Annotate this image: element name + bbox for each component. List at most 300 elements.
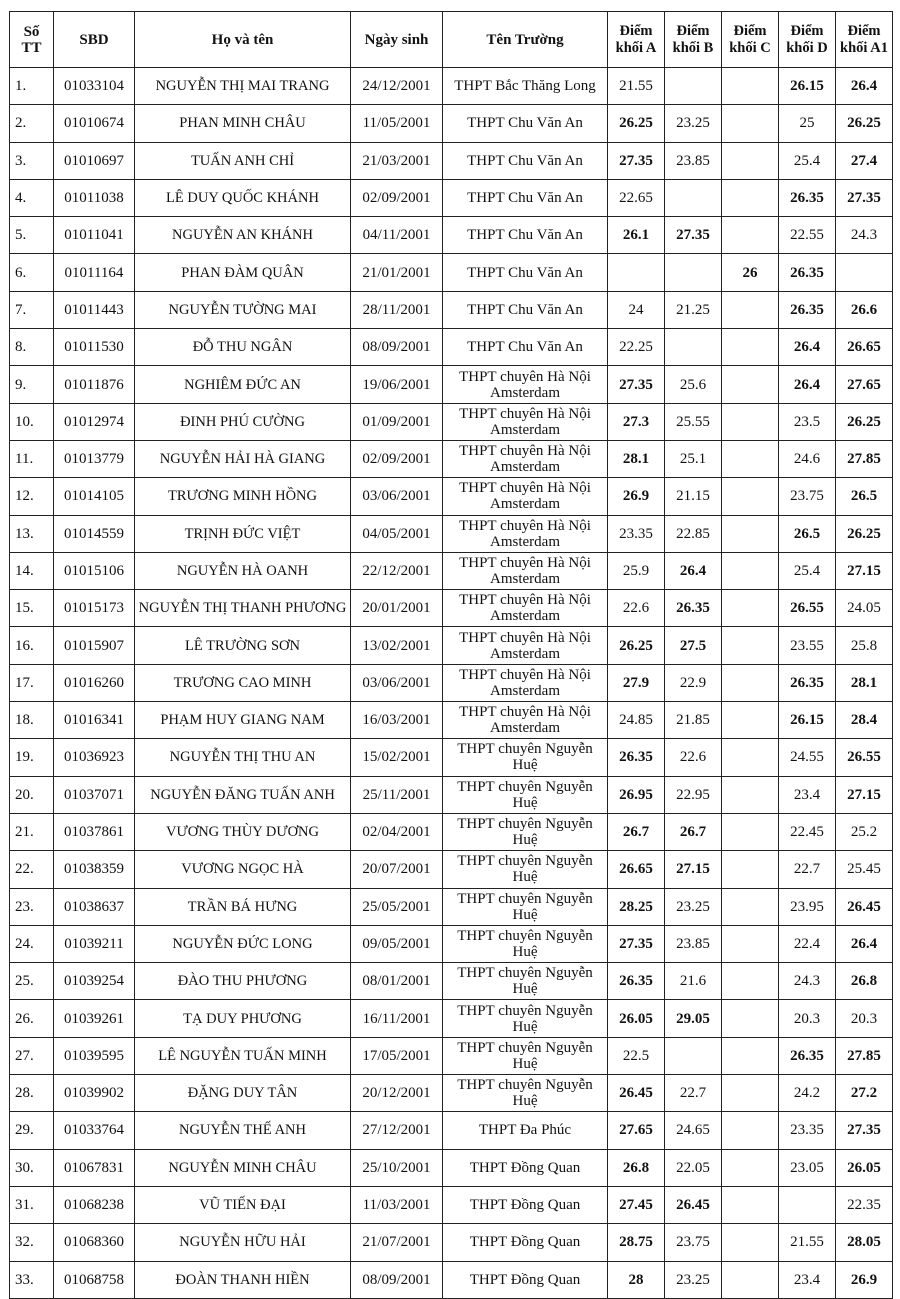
- cell-score-b: [665, 254, 722, 291]
- cell-name: LÊ NGUYỄN TUẤN MINH: [135, 1037, 351, 1074]
- cell-score-a: 24: [608, 291, 665, 328]
- cell-name: TRỊNH ĐỨC VIỆT: [135, 515, 351, 552]
- cell-name: NGHIÊM ĐỨC AN: [135, 366, 351, 403]
- table-row: [10, 329, 893, 366]
- cell-name: NGUYỄN AN KHÁNH: [135, 217, 351, 254]
- cell-stt: 8.: [10, 329, 54, 366]
- cell-score-a: [608, 254, 665, 291]
- cell-score-d: [779, 1186, 836, 1223]
- cell-name: NGUYỄN THỊ THANH PHƯƠNG: [135, 590, 351, 627]
- table-row: [10, 1075, 893, 1112]
- cell-sbd: 01010674: [54, 105, 135, 142]
- cell-stt: 6.: [10, 254, 54, 291]
- table-row: [10, 627, 893, 664]
- cell-score-a1: 25.45: [836, 851, 893, 888]
- cell-sbd: 01011041: [54, 217, 135, 254]
- cell-score-a1: 26.25: [836, 403, 893, 440]
- cell-dob: 09/05/2001: [351, 925, 443, 962]
- cell-score-a: 27.3: [608, 403, 665, 440]
- cell-score-a1: 26.4: [836, 925, 893, 962]
- cell-school: THPT chuyên Nguyễn Huệ: [443, 813, 608, 850]
- cell-score-a1: 27.4: [836, 142, 893, 179]
- cell-name: TRƯƠNG MINH HỒNG: [135, 478, 351, 515]
- cell-score-a: 26.9: [608, 478, 665, 515]
- cell-sbd: 01011038: [54, 179, 135, 216]
- cell-sbd: 01010697: [54, 142, 135, 179]
- cell-stt: 28.: [10, 1075, 54, 1112]
- cell-score-b: 24.65: [665, 1112, 722, 1149]
- cell-sbd: 01067831: [54, 1149, 135, 1186]
- cell-school: THPT chuyên Nguyễn Huệ: [443, 963, 608, 1000]
- cell-score-d: 25.4: [779, 552, 836, 589]
- cell-school: THPT chuyên Hà Nội Amsterdam: [443, 702, 608, 739]
- cell-sbd: 01015907: [54, 627, 135, 664]
- cell-dob: 25/05/2001: [351, 888, 443, 925]
- cell-dob: 02/04/2001: [351, 813, 443, 850]
- cell-score-d: 22.45: [779, 813, 836, 850]
- cell-score-b: 23.25: [665, 1261, 722, 1298]
- cell-score-c: [722, 1224, 779, 1261]
- cell-score-c: [722, 478, 779, 515]
- header-dob: Ngày sinh: [351, 12, 443, 68]
- cell-score-d: 22.7: [779, 851, 836, 888]
- cell-score-a: 26.95: [608, 776, 665, 813]
- cell-score-b: 27.15: [665, 851, 722, 888]
- table-row: [10, 739, 893, 776]
- cell-name: NGUYỄN TƯỜNG MAI: [135, 291, 351, 328]
- cell-sbd: 01033764: [54, 1112, 135, 1149]
- cell-score-b: [665, 1037, 722, 1074]
- cell-score-a: 22.5: [608, 1037, 665, 1074]
- cell-score-c: [722, 1261, 779, 1298]
- cell-score-b: 21.25: [665, 291, 722, 328]
- table-row: [10, 1186, 893, 1223]
- cell-score-b: [665, 329, 722, 366]
- cell-score-a1: 26.25: [836, 515, 893, 552]
- cell-score-a1: 24.05: [836, 590, 893, 627]
- cell-school: THPT Đồng Quan: [443, 1261, 608, 1298]
- cell-score-b: 22.85: [665, 515, 722, 552]
- cell-name: ĐẶNG DUY TÂN: [135, 1075, 351, 1112]
- cell-score-a: 21.55: [608, 68, 665, 105]
- cell-dob: 02/09/2001: [351, 440, 443, 477]
- cell-score-a1: 26.65: [836, 329, 893, 366]
- cell-score-a: 26.7: [608, 813, 665, 850]
- cell-score-a: 28: [608, 1261, 665, 1298]
- cell-dob: 20/07/2001: [351, 851, 443, 888]
- cell-name: NGUYỄN THẾ ANH: [135, 1112, 351, 1149]
- cell-score-d: 20.3: [779, 1000, 836, 1037]
- cell-school: THPT Đồng Quan: [443, 1186, 608, 1223]
- cell-sbd: 01039261: [54, 1000, 135, 1037]
- cell-school: THPT chuyên Hà Nội Amsterdam: [443, 440, 608, 477]
- cell-name: NGUYỄN ĐĂNG TUẤN ANH: [135, 776, 351, 813]
- cell-name: LÊ TRƯỜNG SƠN: [135, 627, 351, 664]
- cell-dob: 17/05/2001: [351, 1037, 443, 1074]
- cell-score-c: [722, 739, 779, 776]
- cell-school: THPT chuyên Hà Nội Amsterdam: [443, 552, 608, 589]
- cell-sbd: 01036923: [54, 739, 135, 776]
- cell-score-a1: 26.9: [836, 1261, 893, 1298]
- cell-score-b: 29.05: [665, 1000, 722, 1037]
- cell-stt: 12.: [10, 478, 54, 515]
- table-row: [10, 664, 893, 701]
- cell-score-b: 23.25: [665, 888, 722, 925]
- cell-stt: 22.: [10, 851, 54, 888]
- cell-score-a1: 27.2: [836, 1075, 893, 1112]
- cell-score-a1: 24.3: [836, 217, 893, 254]
- cell-school: THPT chuyên Hà Nội Amsterdam: [443, 515, 608, 552]
- cell-score-d: 24.3: [779, 963, 836, 1000]
- cell-score-a1: 28.05: [836, 1224, 893, 1261]
- cell-score-d: 24.6: [779, 440, 836, 477]
- cell-dob: 03/06/2001: [351, 664, 443, 701]
- table-row: [10, 702, 893, 739]
- cell-score-d: 23.95: [779, 888, 836, 925]
- cell-name: VƯƠNG NGỌC HÀ: [135, 851, 351, 888]
- cell-score-a: 26.25: [608, 627, 665, 664]
- cell-dob: 08/09/2001: [351, 1261, 443, 1298]
- cell-stt: 9.: [10, 366, 54, 403]
- cell-school: THPT chuyên Hà Nội Amsterdam: [443, 366, 608, 403]
- cell-score-c: [722, 925, 779, 962]
- cell-name: NGUYỄN HÀ OANH: [135, 552, 351, 589]
- cell-stt: 26.: [10, 1000, 54, 1037]
- cell-score-b: 23.85: [665, 142, 722, 179]
- cell-score-a: 24.85: [608, 702, 665, 739]
- table-row: [10, 440, 893, 477]
- cell-score-d: 23.05: [779, 1149, 836, 1186]
- cell-stt: 31.: [10, 1186, 54, 1223]
- table-row: [10, 254, 893, 291]
- header-name: Họ và tên: [135, 12, 351, 68]
- cell-score-b: 25.1: [665, 440, 722, 477]
- cell-dob: 21/01/2001: [351, 254, 443, 291]
- cell-stt: 16.: [10, 627, 54, 664]
- cell-sbd: 01015106: [54, 552, 135, 589]
- cell-stt: 25.: [10, 963, 54, 1000]
- cell-sbd: 01038637: [54, 888, 135, 925]
- cell-dob: 27/12/2001: [351, 1112, 443, 1149]
- table-row: [10, 925, 893, 962]
- cell-score-d: 23.35: [779, 1112, 836, 1149]
- cell-score-a: 27.9: [608, 664, 665, 701]
- cell-name: VƯƠNG THÙY DƯƠNG: [135, 813, 351, 850]
- cell-school: THPT Đa Phúc: [443, 1112, 608, 1149]
- cell-score-b: 26.45: [665, 1186, 722, 1223]
- cell-score-b: 26.4: [665, 552, 722, 589]
- cell-stt: 1.: [10, 68, 54, 105]
- cell-score-d: 22.55: [779, 217, 836, 254]
- cell-sbd: 01037071: [54, 776, 135, 813]
- cell-name: LÊ DUY QUỐC KHÁNH: [135, 179, 351, 216]
- cell-score-a1: 26.55: [836, 739, 893, 776]
- cell-school: THPT Chu Văn An: [443, 254, 608, 291]
- cell-name: VŨ TIẾN ĐẠI: [135, 1186, 351, 1223]
- cell-score-c: [722, 1149, 779, 1186]
- cell-name: NGUYỄN HỮU HẢI: [135, 1224, 351, 1261]
- cell-score-d: 23.55: [779, 627, 836, 664]
- cell-dob: 01/09/2001: [351, 403, 443, 440]
- cell-name: PHẠM HUY GIANG NAM: [135, 702, 351, 739]
- cell-dob: 25/11/2001: [351, 776, 443, 813]
- cell-score-d: 22.4: [779, 925, 836, 962]
- cell-score-a: 22.25: [608, 329, 665, 366]
- cell-dob: 16/03/2001: [351, 702, 443, 739]
- cell-name: ĐINH PHÚ CƯỜNG: [135, 403, 351, 440]
- cell-dob: 08/09/2001: [351, 329, 443, 366]
- cell-sbd: 01038359: [54, 851, 135, 888]
- cell-school: THPT Chu Văn An: [443, 217, 608, 254]
- cell-score-b: 23.25: [665, 105, 722, 142]
- cell-score-c: [722, 1112, 779, 1149]
- cell-dob: 15/02/2001: [351, 739, 443, 776]
- cell-score-a1: 26.25: [836, 105, 893, 142]
- cell-score-a: 27.35: [608, 366, 665, 403]
- cell-sbd: 01039211: [54, 925, 135, 962]
- cell-score-a1: 26.45: [836, 888, 893, 925]
- cell-score-c: [722, 590, 779, 627]
- cell-score-d: 23.5: [779, 403, 836, 440]
- cell-score-d: 25.4: [779, 142, 836, 179]
- cell-sbd: 01068758: [54, 1261, 135, 1298]
- cell-score-d: 24.55: [779, 739, 836, 776]
- cell-sbd: 01014559: [54, 515, 135, 552]
- cell-score-a: 26.8: [608, 1149, 665, 1186]
- cell-score-a1: 27.15: [836, 552, 893, 589]
- cell-score-a1: 25.8: [836, 627, 893, 664]
- cell-sbd: 01015173: [54, 590, 135, 627]
- table-row: [10, 142, 893, 179]
- cell-school: THPT Chu Văn An: [443, 105, 608, 142]
- cell-score-b: 26.7: [665, 813, 722, 850]
- cell-stt: 19.: [10, 739, 54, 776]
- cell-score-d: 26.35: [779, 179, 836, 216]
- cell-score-c: [722, 403, 779, 440]
- cell-score-c: 26: [722, 254, 779, 291]
- cell-score-a: 27.45: [608, 1186, 665, 1223]
- cell-stt: 11.: [10, 440, 54, 477]
- cell-dob: 13/02/2001: [351, 627, 443, 664]
- table-row: [10, 68, 893, 105]
- cell-sbd: 01068360: [54, 1224, 135, 1261]
- cell-dob: 02/09/2001: [351, 179, 443, 216]
- cell-score-c: [722, 1186, 779, 1223]
- cell-name: NGUYỄN THỊ MAI TRANG: [135, 68, 351, 105]
- cell-name: NGUYỄN ĐỨC LONG: [135, 925, 351, 962]
- cell-stt: 32.: [10, 1224, 54, 1261]
- cell-score-a: 26.65: [608, 851, 665, 888]
- cell-sbd: 01012974: [54, 403, 135, 440]
- cell-score-c: [722, 552, 779, 589]
- cell-score-d: 23.4: [779, 1261, 836, 1298]
- cell-sbd: 01039902: [54, 1075, 135, 1112]
- cell-name: NGUYỄN THỊ THU AN: [135, 739, 351, 776]
- cell-score-c: [722, 1037, 779, 1074]
- cell-score-d: 26.35: [779, 664, 836, 701]
- cell-stt: 23.: [10, 888, 54, 925]
- table-row: [10, 179, 893, 216]
- cell-name: NGUYỄN HẢI HÀ GIANG: [135, 440, 351, 477]
- cell-sbd: 01011164: [54, 254, 135, 291]
- cell-dob: 20/12/2001: [351, 1075, 443, 1112]
- cell-score-c: [722, 776, 779, 813]
- table-row: [10, 776, 893, 813]
- cell-score-d: 26.35: [779, 291, 836, 328]
- cell-score-a: 25.9: [608, 552, 665, 589]
- cell-score-a1: 20.3: [836, 1000, 893, 1037]
- table-row: [10, 403, 893, 440]
- cell-score-c: [722, 291, 779, 328]
- score-table: [9, 11, 893, 1299]
- cell-sbd: 01014105: [54, 478, 135, 515]
- cell-stt: 4.: [10, 179, 54, 216]
- cell-stt: 29.: [10, 1112, 54, 1149]
- table-row: [10, 105, 893, 142]
- cell-score-d: 26.35: [779, 1037, 836, 1074]
- cell-score-b: 22.7: [665, 1075, 722, 1112]
- cell-score-c: [722, 1075, 779, 1112]
- cell-school: THPT Chu Văn An: [443, 291, 608, 328]
- cell-score-c: [722, 142, 779, 179]
- cell-score-a: 28.1: [608, 440, 665, 477]
- cell-dob: 20/01/2001: [351, 590, 443, 627]
- cell-score-a1: 27.15: [836, 776, 893, 813]
- cell-score-c: [722, 329, 779, 366]
- cell-stt: 17.: [10, 664, 54, 701]
- cell-name: ĐÀO THU PHƯƠNG: [135, 963, 351, 1000]
- cell-dob: 04/05/2001: [351, 515, 443, 552]
- cell-score-b: 27.35: [665, 217, 722, 254]
- cell-score-b: 22.6: [665, 739, 722, 776]
- table-row: [10, 1000, 893, 1037]
- cell-score-a: 22.6: [608, 590, 665, 627]
- cell-stt: 10.: [10, 403, 54, 440]
- cell-score-a1: 27.85: [836, 440, 893, 477]
- cell-school: THPT chuyên Hà Nội Amsterdam: [443, 664, 608, 701]
- table-row: [10, 1112, 893, 1149]
- cell-score-c: [722, 217, 779, 254]
- table-row: [10, 1224, 893, 1261]
- cell-score-d: 21.55: [779, 1224, 836, 1261]
- cell-school: THPT chuyên Nguyễn Huệ: [443, 776, 608, 813]
- cell-score-c: [722, 627, 779, 664]
- cell-sbd: 01037861: [54, 813, 135, 850]
- cell-score-b: 23.75: [665, 1224, 722, 1261]
- cell-school: THPT Chu Văn An: [443, 329, 608, 366]
- cell-score-b: [665, 68, 722, 105]
- cell-school: THPT Chu Văn An: [443, 142, 608, 179]
- cell-school: THPT chuyên Nguyễn Huệ: [443, 1037, 608, 1074]
- header-score-c: Điểm khối C: [722, 12, 779, 68]
- cell-stt: 21.: [10, 813, 54, 850]
- cell-dob: 24/12/2001: [351, 68, 443, 105]
- header-score-b: Điểm khối B: [665, 12, 722, 68]
- table-row: [10, 851, 893, 888]
- cell-score-b: [665, 179, 722, 216]
- cell-score-b: 23.85: [665, 925, 722, 962]
- cell-score-c: [722, 963, 779, 1000]
- table-header-row: [10, 12, 893, 68]
- cell-score-a: 26.35: [608, 963, 665, 1000]
- cell-score-c: [722, 1000, 779, 1037]
- cell-score-a1: 26.4: [836, 68, 893, 105]
- cell-score-a: 27.35: [608, 925, 665, 962]
- cell-sbd: 01033104: [54, 68, 135, 105]
- cell-score-a1: 26.6: [836, 291, 893, 328]
- cell-score-a: 26.05: [608, 1000, 665, 1037]
- cell-score-a: 27.35: [608, 142, 665, 179]
- cell-sbd: 01011530: [54, 329, 135, 366]
- cell-score-d: 26.35: [779, 254, 836, 291]
- cell-school: THPT Chu Văn An: [443, 179, 608, 216]
- cell-score-a1: 27.35: [836, 179, 893, 216]
- cell-school: THPT chuyên Nguyễn Huệ: [443, 739, 608, 776]
- cell-score-b: 26.35: [665, 590, 722, 627]
- cell-score-d: 26.15: [779, 68, 836, 105]
- cell-score-d: 25: [779, 105, 836, 142]
- cell-dob: 04/11/2001: [351, 217, 443, 254]
- cell-school: THPT chuyên Nguyễn Huệ: [443, 1000, 608, 1037]
- cell-sbd: 01011443: [54, 291, 135, 328]
- cell-dob: 11/05/2001: [351, 105, 443, 142]
- cell-sbd: 01011876: [54, 366, 135, 403]
- table-row: [10, 590, 893, 627]
- cell-name: PHAN MINH CHÂU: [135, 105, 351, 142]
- table-row: [10, 478, 893, 515]
- cell-stt: 5.: [10, 217, 54, 254]
- table-row: [10, 291, 893, 328]
- cell-dob: 03/06/2001: [351, 478, 443, 515]
- cell-dob: 25/10/2001: [351, 1149, 443, 1186]
- cell-name: TUẤN ANH CHỈ: [135, 142, 351, 179]
- header-stt: Số TT: [10, 12, 54, 68]
- cell-score-c: [722, 440, 779, 477]
- cell-score-b: 25.6: [665, 366, 722, 403]
- table-row: [10, 1261, 893, 1298]
- cell-dob: 19/06/2001: [351, 366, 443, 403]
- table-row: [10, 552, 893, 589]
- cell-name: NGUYỄN MINH CHÂU: [135, 1149, 351, 1186]
- cell-score-a1: 26.5: [836, 478, 893, 515]
- cell-dob: 21/07/2001: [351, 1224, 443, 1261]
- cell-stt: 24.: [10, 925, 54, 962]
- cell-dob: 08/01/2001: [351, 963, 443, 1000]
- table-row: [10, 1149, 893, 1186]
- cell-name: TRƯƠNG CAO MINH: [135, 664, 351, 701]
- cell-score-d: 26.5: [779, 515, 836, 552]
- cell-score-b: 21.6: [665, 963, 722, 1000]
- cell-stt: 13.: [10, 515, 54, 552]
- cell-school: THPT Đồng Quan: [443, 1149, 608, 1186]
- cell-score-c: [722, 366, 779, 403]
- cell-stt: 30.: [10, 1149, 54, 1186]
- cell-score-a1: 27.35: [836, 1112, 893, 1149]
- cell-school: THPT chuyên Hà Nội Amsterdam: [443, 627, 608, 664]
- cell-sbd: 01039254: [54, 963, 135, 1000]
- table-row: [10, 1037, 893, 1074]
- header-score-a: Điểm khối A: [608, 12, 665, 68]
- cell-score-a1: 26.05: [836, 1149, 893, 1186]
- cell-score-d: 26.55: [779, 590, 836, 627]
- cell-stt: 20.: [10, 776, 54, 813]
- cell-score-d: 24.2: [779, 1075, 836, 1112]
- cell-score-b: 21.15: [665, 478, 722, 515]
- cell-score-a: 22.65: [608, 179, 665, 216]
- cell-score-c: [722, 702, 779, 739]
- cell-stt: 18.: [10, 702, 54, 739]
- cell-score-a1: 27.65: [836, 366, 893, 403]
